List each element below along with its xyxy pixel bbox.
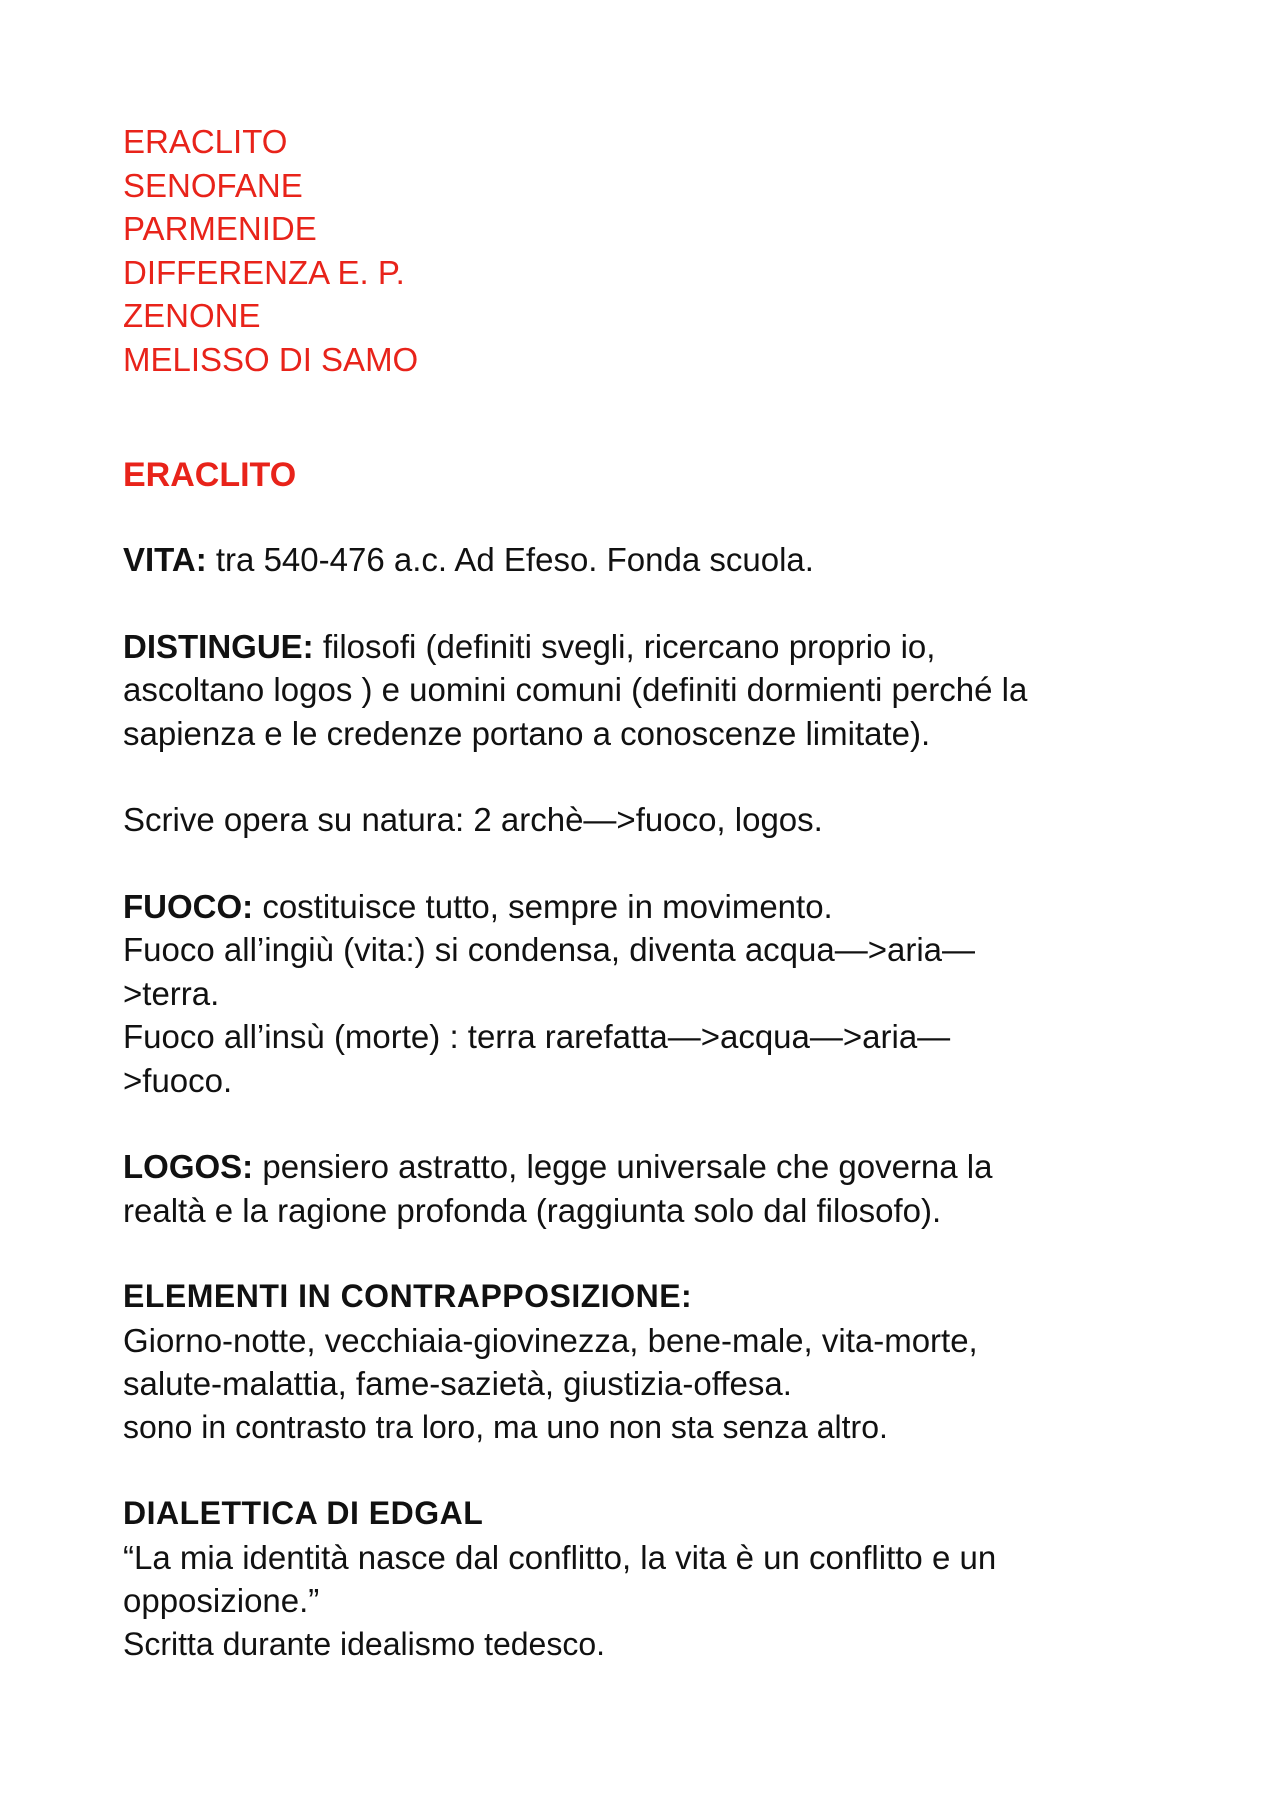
- vita-line: [123, 538, 1163, 582]
- fuoco-line-5: >fuoco.: [123, 1061, 233, 1099]
- toc-item-eraclito[interactable]: ERACLITO: [123, 123, 288, 160]
- fuoco-line-4: Fuoco all’insù (morte) : terra rarefatta—>acqua—>aria—: [123, 1018, 951, 1055]
- distingue-line-3: sapienza e le credenze portano a conoscenze limitate).: [123, 714, 931, 752]
- vita-text: tra 540-476 a.c. Ad Efeso. Fonda scuola.: [206, 541, 814, 578]
- elementi-paragraph: [123, 1275, 1163, 1449]
- distingue-line-2: ascoltano logos ) e uomini comuni (definiti dormienti perché la: [123, 671, 1028, 708]
- toc-item-senofane[interactable]: SENOFANE: [123, 166, 303, 204]
- elementi-line-1: Giorno-notte, vecchiaia-giovinezza, bene-male, vita-morte,: [123, 1321, 978, 1359]
- fuoco-line-2: Fuoco all’ingiù (vita:) si condensa, diventa acqua—>aria—: [123, 931, 976, 968]
- dialettica-paragraph: [123, 1492, 1163, 1666]
- distingue-label: DISTINGUE:: [123, 627, 314, 665]
- elementi-line-2: salute-malattia, fame-sazietà, giustizia-offesa.: [123, 1365, 792, 1402]
- opera-line: Scrive opera su natura: 2 archè—>fuoco, logos.: [123, 801, 823, 838]
- fuoco-line-3: >terra.: [123, 974, 220, 1012]
- distingue-paragraph: [123, 625, 1163, 756]
- logos-paragraph: [123, 1145, 1163, 1232]
- logos-label: LOGOS:: [123, 1148, 254, 1185]
- dialettica-heading: DIALETTICA DI EDGAL: [123, 1495, 484, 1531]
- toc-item-parmenide[interactable]: PARMENIDE: [123, 210, 317, 247]
- fuoco-text-1: costituisce tutto, sempre in movimento.: [253, 887, 833, 925]
- toc-item-differenza[interactable]: DIFFERENZA E. P.: [123, 253, 405, 291]
- dialettica-line-3: Scritta durante idealismo tedesco.: [123, 1625, 606, 1662]
- fuoco-line-1: [123, 885, 1163, 929]
- logos-line-1: [123, 1145, 1163, 1189]
- document-page: [123, 120, 1163, 1666]
- elementi-heading: ELEMENTI IN CONTRAPPOSIZIONE:: [123, 1278, 693, 1314]
- elementi-line-3: sono in contrasto tra loro, ma uno non sta senza altro.: [123, 1408, 888, 1445]
- fuoco-paragraph: [123, 885, 1163, 1103]
- fuoco-label: FUOCO:: [123, 887, 254, 925]
- dialettica-line-1: “La mia identità nasce dal conflitto, la vita è un conflitto e un: [123, 1538, 997, 1576]
- distingue-line-1: [123, 625, 1163, 669]
- opera-paragraph: [123, 798, 1163, 842]
- vita-label: VITA:: [123, 541, 207, 578]
- table-of-contents: [123, 120, 1163, 381]
- toc-item-zenone[interactable]: ZENONE: [123, 297, 261, 334]
- section-title: ERACLITO: [123, 456, 297, 494]
- distingue-text-1: filosofi (definiti svegli, ricercano proprio io,: [313, 627, 936, 665]
- vita-paragraph: [123, 538, 1163, 582]
- toc-item-melisso[interactable]: MELISSO DI SAMO: [123, 340, 419, 378]
- dialettica-line-2: opposizione.”: [123, 1582, 320, 1619]
- logos-line-2: realtà e la ragione profonda (raggiunta solo dal filosofo).: [123, 1191, 942, 1229]
- logos-text-1: pensiero astratto, legge universale che governa la: [253, 1148, 993, 1185]
